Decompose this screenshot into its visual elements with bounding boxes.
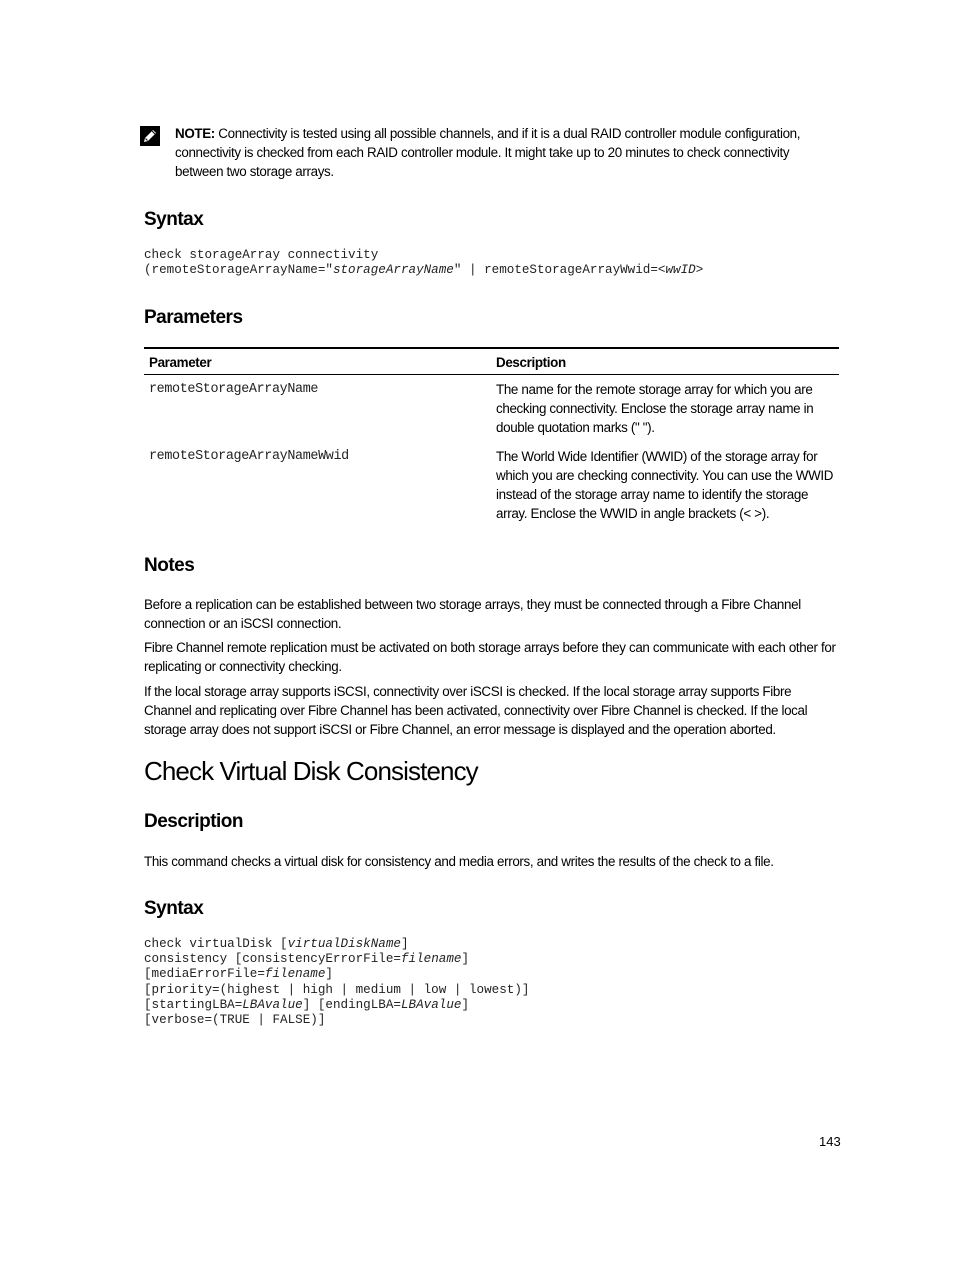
- pencil-note-icon: [140, 126, 160, 146]
- code-fragment: ]: [400, 937, 409, 951]
- code-fragment: [mediaErrorFile=: [144, 967, 265, 982]
- syntax-heading: Syntax: [144, 209, 204, 230]
- code-line: check storageArray connectivity: [144, 248, 379, 262]
- code-line: [verbose=(TRUE | FALSE)]: [144, 1013, 326, 1028]
- code-variable: storageArrayName: [332, 263, 454, 278]
- parameter-description: The World Wide Identifier (WWID) of the storage array for which you are checking connectivity. You can use the WWID instead of the storage array name to identify the storage array. Enclose the WWID in angle brackets (< >).: [496, 448, 834, 522]
- code-fragment: " | remoteStorageArrayWwid=<: [453, 263, 666, 278]
- section-title: Check Virtual Disk Consistency: [144, 756, 478, 786]
- code-variable: filename: [264, 967, 326, 982]
- code-line: [priority=(highest | high | medium | low | lowest)]: [144, 982, 530, 997]
- notes-paragraph: Fibre Channel remote replication must be activated on both storage arrays before they can communicate with each other for replicating or connectivity checking.: [144, 640, 836, 675]
- page-number: 143: [819, 1134, 841, 1149]
- table-row: [144, 447, 839, 524]
- description-heading: Description: [144, 811, 244, 832]
- code-fragment: [startingLBA=: [144, 997, 243, 1012]
- code-fragment: ]: [461, 997, 469, 1012]
- column-header-description: Description: [491, 348, 839, 375]
- code-fragment: consistency [consistencyErrorFile=: [144, 952, 401, 967]
- syntax-code: [144, 937, 529, 1028]
- code-variable: LBAvalue: [400, 997, 462, 1012]
- code-fragment: ]: [325, 967, 333, 982]
- code-variable: virtualDiskName: [287, 937, 401, 951]
- parameter-name: remoteStorageArrayName: [149, 382, 319, 397]
- notes-paragraph: If the local storage array supports iSCSI, connectivity over iSCSI is checked. If the local storage array supports Fibre Channel and replicating over Fibre Channel has been activated, connectivity over Fibre Channel is checked. If the local storage array does not support iSCSI or Fibre Channel, an error message is displayed and the operation aborted.: [144, 684, 808, 738]
- notes-heading: Notes: [144, 555, 195, 576]
- description-text: This command checks a virtual disk for consistency and media errors, and writes the results of the check to a file.: [144, 854, 774, 869]
- note-text: [175, 124, 839, 182]
- table-row: [144, 375, 839, 447]
- parameters-table: [144, 347, 839, 523]
- parameter-description: The name for the remote storage array for which you are checking connectivity. Enclose the storage array name in double quotation marks (" ").: [496, 382, 814, 436]
- syntax-code: [144, 248, 703, 278]
- code-fragment: >: [695, 263, 704, 278]
- note-body: Connectivity is tested using all possible channels, and if it is a dual RAID controller module configuration, connectivity is checked from each RAID controller module. It might take up to 20 minutes to check connectivity between two storage arrays.: [175, 126, 801, 180]
- parameters-heading: Parameters: [144, 307, 243, 328]
- note-label: NOTE:: [175, 126, 215, 141]
- note-block: [144, 124, 839, 182]
- code-fragment: ]: [461, 952, 469, 967]
- code-fragment: check virtualDisk [: [144, 937, 288, 951]
- code-fragment: ] [endingLBA=: [302, 997, 401, 1012]
- syntax-heading: Syntax: [144, 898, 204, 919]
- column-header-parameter: Parameter: [144, 348, 491, 375]
- parameter-name: remoteStorageArrayNameWwid: [149, 448, 349, 464]
- notes-paragraph: Before a replication can be established between two storage arrays, they must be connected through a Fibre Channel connection or an iSCSI connection.: [144, 597, 801, 632]
- table-header-row: [144, 348, 839, 375]
- code-variable: filename: [400, 952, 462, 967]
- code-variable: wwID: [665, 263, 696, 278]
- code-fragment: (remoteStorageArrayName=": [144, 263, 333, 278]
- code-variable: LBAvalue: [242, 997, 303, 1012]
